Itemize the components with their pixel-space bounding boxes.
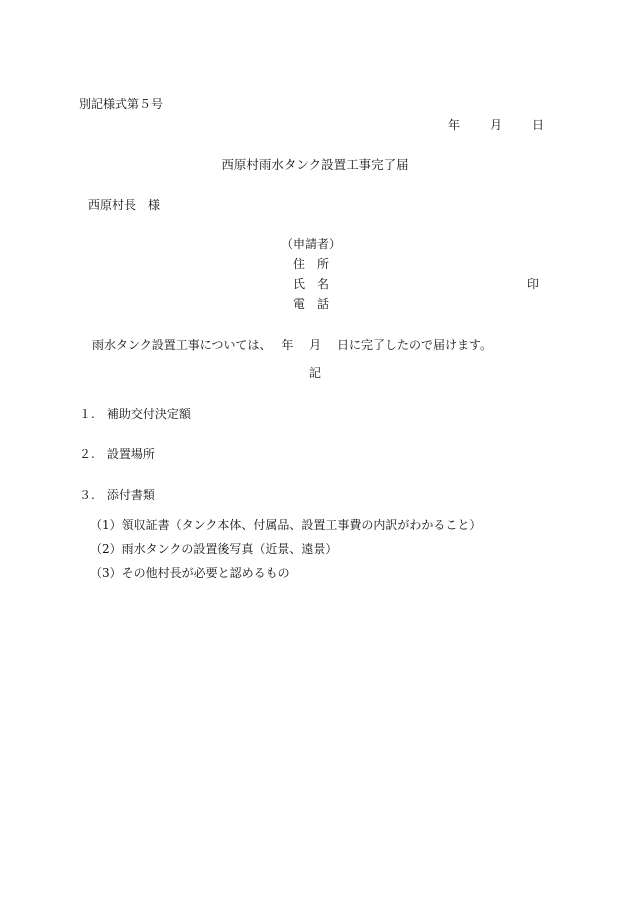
completion-statement: 雨水タンク設置工事については、 年 月 日に完了したので届けます。: [92, 338, 493, 352]
date-day: 日: [531, 118, 544, 132]
document-title: 西原村雨水タンク設置工事完了届: [221, 157, 409, 172]
item-subsidy-amount: １. 補助交付決定額: [79, 407, 191, 421]
applicant-heading: （申請者）: [281, 237, 342, 251]
address-label: 住 所: [293, 257, 330, 271]
form-number: 別記様式第５号: [79, 97, 164, 111]
item-attached-documents: ３. 添付書類: [79, 488, 155, 502]
attachment-other: （3）その他村長が必要と認めるもの: [90, 566, 290, 580]
attachment-photos: （2）雨水タンクの設置後写真（近景、遠景）: [90, 542, 338, 556]
date-month: 月: [489, 118, 502, 132]
applicant-block: [281, 237, 342, 318]
ki-heading: 記: [308, 366, 321, 380]
addressee: 西原村長 様: [88, 198, 161, 212]
phone-label: 電 話: [293, 297, 330, 311]
date-line: [448, 119, 544, 131]
seal-mark: 印: [527, 277, 540, 291]
attachment-receipt: （1）領収証書（タンク本体、付属品、設置工事費の内訳がわかること）: [90, 518, 482, 532]
item-installation-location: ２. 設置場所: [79, 447, 155, 461]
date-year: 年: [447, 118, 460, 132]
name-label: 氏 名: [293, 277, 330, 291]
